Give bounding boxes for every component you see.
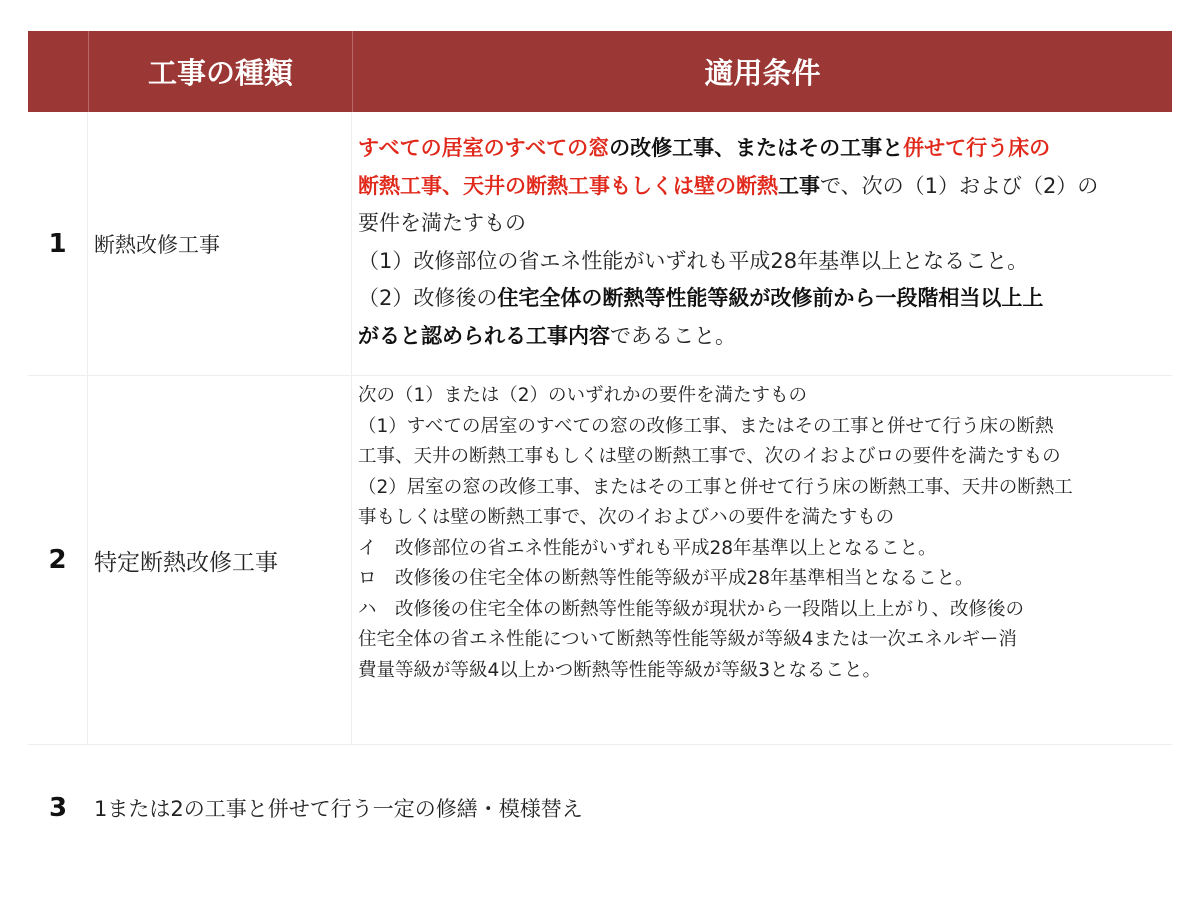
row-description: 1または2の工事と併せて行う一定の修繕・模様替え bbox=[94, 797, 583, 821]
header-condition-cell: 適用条件 bbox=[352, 31, 1172, 112]
highlight-text: 断熱工事、天井の断熱工事もしくは壁の断熱 bbox=[358, 173, 778, 198]
bold-text: がると認められる工事内容 bbox=[358, 323, 610, 348]
condition-text bbox=[352, 376, 1172, 744]
condition-line-5 bbox=[358, 280, 1164, 318]
condition-line: ハ 改修後の住宅全体の断熱等性能等級が現状から一段階以上上がり、改修後の bbox=[358, 598, 1025, 620]
highlight-text: 併せて行う床の bbox=[903, 136, 1051, 160]
table-row-3 bbox=[28, 744, 1172, 871]
bold-text: 工事 bbox=[778, 173, 820, 198]
header-number-cell bbox=[28, 31, 88, 112]
condition-line-3: 要件を満たすもの bbox=[358, 211, 526, 235]
condition-line: （1）すべての居室のすべての窓の改修工事、またはその工事と併せて行う床の断熱 bbox=[358, 415, 1054, 437]
conditions-table bbox=[28, 31, 1172, 871]
work-type: 断熱改修工事 bbox=[88, 112, 352, 375]
condition-line: ロ 改修後の住宅全体の断熱等性能等級が平成28年基準相当となること。 bbox=[358, 568, 974, 589]
normal-text: であること。 bbox=[610, 323, 736, 348]
table-row-1 bbox=[28, 112, 1172, 375]
normal-text: で、次の（1）および（2）の bbox=[820, 173, 1099, 198]
row-number: 1 bbox=[28, 112, 88, 375]
bold-text: の改修工事、またはその工事と bbox=[609, 136, 904, 160]
table-row-2 bbox=[28, 375, 1172, 744]
highlight-text: すべての居室のすべての窓 bbox=[358, 136, 610, 160]
table-header bbox=[28, 31, 1172, 112]
condition-line: 事もしくは壁の断熱工事で、次のイおよびハの要件を満たすもの bbox=[358, 507, 895, 528]
condition-line: （2）居室の窓の改修工事、またはその工事と併せて行う床の断熱工事、天井の断熱工 bbox=[358, 476, 1073, 498]
normal-text: （2）改修後の bbox=[358, 286, 498, 310]
condition-line-2 bbox=[358, 168, 1164, 206]
work-type: 特定断熱改修工事 bbox=[88, 376, 352, 744]
condition-line: 次の（1）または（2）のいずれかの要件を満たすもの bbox=[358, 385, 808, 406]
condition-line-4: （1）改修部位の省エネ性能がいずれも平成28年基準以上となること。 bbox=[358, 248, 1029, 273]
condition-text bbox=[352, 112, 1172, 375]
condition-line-1 bbox=[358, 130, 1164, 168]
condition-line: 費量等級が等級4以上かつ断熱等性能等級が等級3となること。 bbox=[358, 659, 882, 681]
condition-line: 住宅全体の省エネ性能について断熱等性能等級が等級4または一次エネルギー消 bbox=[358, 629, 1017, 650]
condition-line: イ 改修部位の省エネ性能がいずれも平成28年基準以上となること。 bbox=[358, 537, 937, 559]
bold-text: 住宅全体の断熱等性能等級が改修前から一段階相当以上上 bbox=[497, 286, 1044, 310]
row-number: 2 bbox=[28, 376, 88, 744]
row-number: 3 bbox=[48, 793, 68, 823]
condition-line: 工事、天井の断熱工事もしくは壁の断熱工事で、次のイおよびロの要件を満たすもの bbox=[358, 446, 1061, 467]
condition-line-6 bbox=[358, 318, 1164, 356]
header-type-cell: 工事の種類 bbox=[88, 31, 352, 112]
